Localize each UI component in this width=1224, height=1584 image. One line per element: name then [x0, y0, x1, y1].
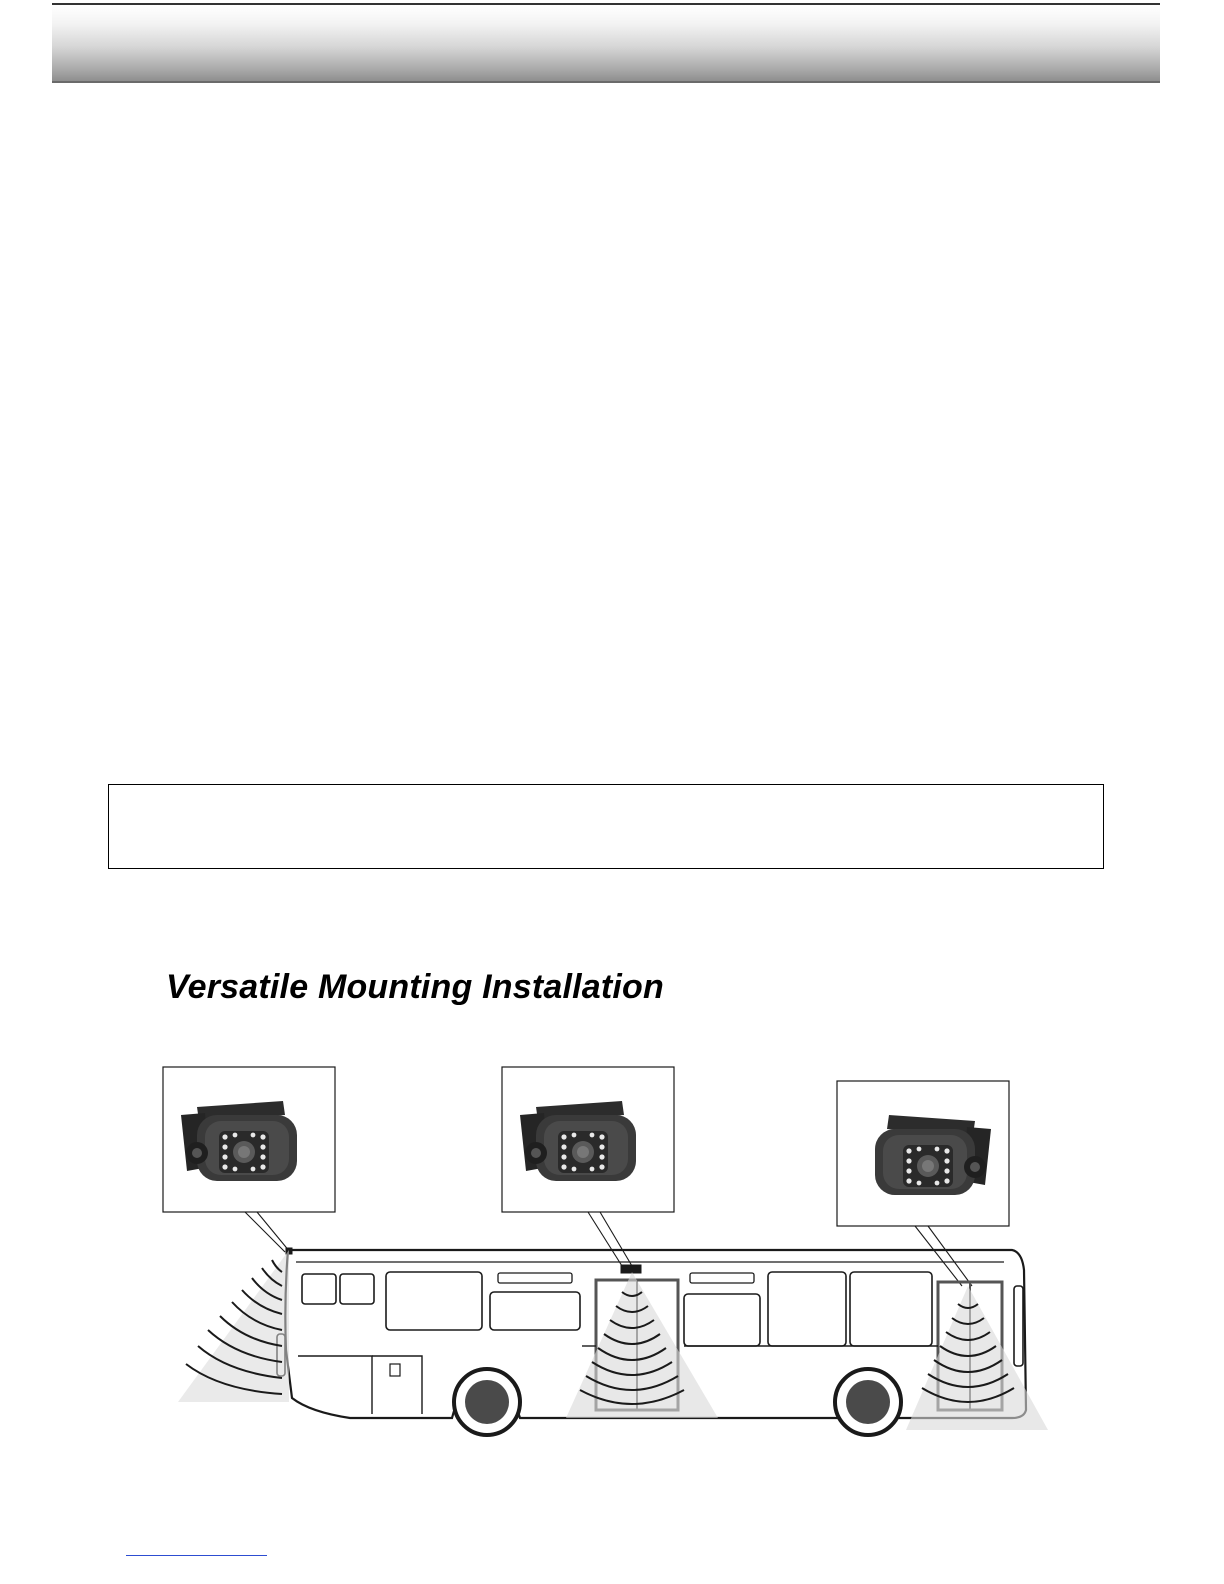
camera-box-middle [502, 1067, 674, 1212]
header-banner [52, 3, 1160, 83]
camera-box-front [163, 1067, 335, 1212]
camera-box-rear [837, 1081, 1009, 1226]
mounting-figure [0, 1060, 1224, 1450]
camera-beam-rear [906, 1286, 1048, 1430]
footer-link-underline[interactable] [126, 1555, 267, 1556]
figure-title: Versatile Mounting Installation [166, 968, 664, 1006]
camera-beam-front [178, 1250, 289, 1402]
note-box [108, 784, 1104, 869]
